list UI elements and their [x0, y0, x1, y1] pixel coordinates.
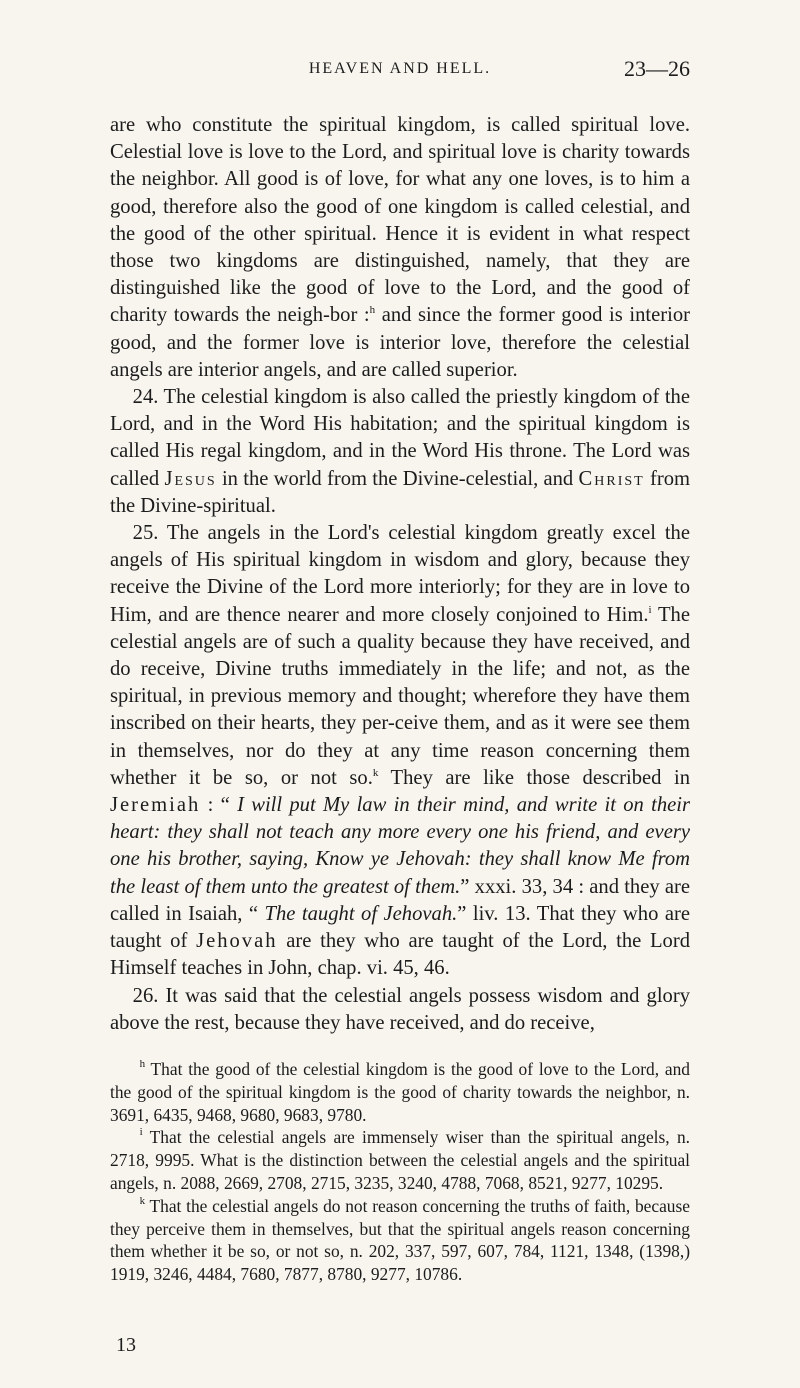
- footnote-ref-h: h: [369, 304, 376, 317]
- name-jehovah: Jehovah: [196, 930, 278, 953]
- body-text: [110, 112, 690, 1037]
- footnote-ref-k: k: [372, 766, 379, 779]
- page-header: [110, 56, 690, 86]
- signature-mark: 13: [116, 1334, 136, 1356]
- footnote-k: $^k$ That the celestial angels do not reason concerning the truths of faith, because they perceive them in themselves, but that the spiritual angels reason concerning them whether it be so, or not so, n. 202, 337, 597, 607, 784, 1121, 1348, (1398,) 1919, 3246, 4484, 7680, 7877, 8780, 9277, 10786.: [110, 1194, 690, 1285]
- page-range: 23—26: [624, 56, 690, 81]
- paragraph-24: 24. The celestial kingdom is also called the priestly kingdom of the Lord, and in the Word His habitation; and the spiritual kingdom is called His regal kingdom, and in the Word His throne. The Lord was called Jesus in the world from the Divine-celestial, and Christ from the Divine-spiritual.: [110, 386, 691, 517]
- footnote-h: $^h$ That the good of the celestial kingdom is the good of love to the Lord, and the good of the spiritual kingdom is the good of charity towards the neighbor, n. 3691, 6435, 9468, 9680, 9683, 9780.: [110, 1058, 690, 1125]
- name-jeremiah: Jeremiah: [110, 794, 201, 817]
- name-christ: Christ: [578, 467, 645, 490]
- footnote-i: $^i$ That the celestial angels are immensely wiser than the spiritual angels, n. 2718, 9995. What is the distinction between the celestial angels and the spiritual angels, n. 2088, 2669, 2708, 2715, 3235, 3240, 4788, 7068, 8521, 9277, 10295.: [110, 1126, 690, 1193]
- paragraph-23-continued: are who constitute the spiritual kingdom, is called spiritual love. Celestial love is love to the Lord, and spiritual love is charity towards the neighbor. All good is of love, for what any one loves, is to him a good, therefore also the good of one kingdom is called celestial, and the good of the other spiritual. Hence it is evident in what respect those two kingdoms are distinguished, namely, that they are distinguished like the good of love to the Lord, and the good of charity towards the neigh-bor :$^h$ and since the former good is interior good, and the former love is interior love, therefore the celestial angels are interior angels, and are called superior.: [110, 114, 690, 381]
- name-jesus: Jesus: [164, 467, 217, 490]
- footnotes: [110, 1058, 690, 1286]
- paragraph-26: 26. It was said that the celestial angels possess wisdom and glory above the rest, because they have received, and do receive,: [110, 984, 690, 1034]
- quote-isaiah: The taught of Jehovah.: [264, 902, 458, 925]
- quote-jeremiah: I will put My law in their mind, and write it on their heart: they shall not teach any more every one his friend, and every one his brother, saying, Know ye Jehovah: they shall know Me from the least of them unto the greatest of them.: [110, 794, 690, 898]
- footnote-ref-i: i: [648, 603, 652, 616]
- running-title: HEAVEN AND HELL.: [308, 60, 492, 77]
- paragraph-25: 25. The angels in the Lord's celestial kingdom greatly excel the angels of His spiritual kingdom in wisdom and glory, because they receive the Divine of the Lord more interiorly; for they are in love to Him, and are thence nearer and more closely conjoined to Him.$^i$ The celestial angels are of such a quality because they have received, and do receive, Divine truths immediately in the life; and not, as the spiritual, in previous memory and thought; wherefore they have them inscribed on their hearts, they per-ceive them, and as it were see them in themselves, nor do they at any time reason concerning them whether it be so, or not so.$^k$ They are like those described in Jeremiah : “ I will put My law in their mind, and write it on their heart: they shall not teach any more every one his friend, and every one his brother, saying, Know ye Jehovah: they shall know Me from the least of them unto the greatest of them.” xxxi. 33, 34 : and they are called in Isaiah, “ The taught of Jehovah.” liv. 13. That they who are taught of Jehovah are they who are taught of the Lord, the Lord Himself teaches in John, chap. vi. 45, 46.: [110, 522, 691, 980]
